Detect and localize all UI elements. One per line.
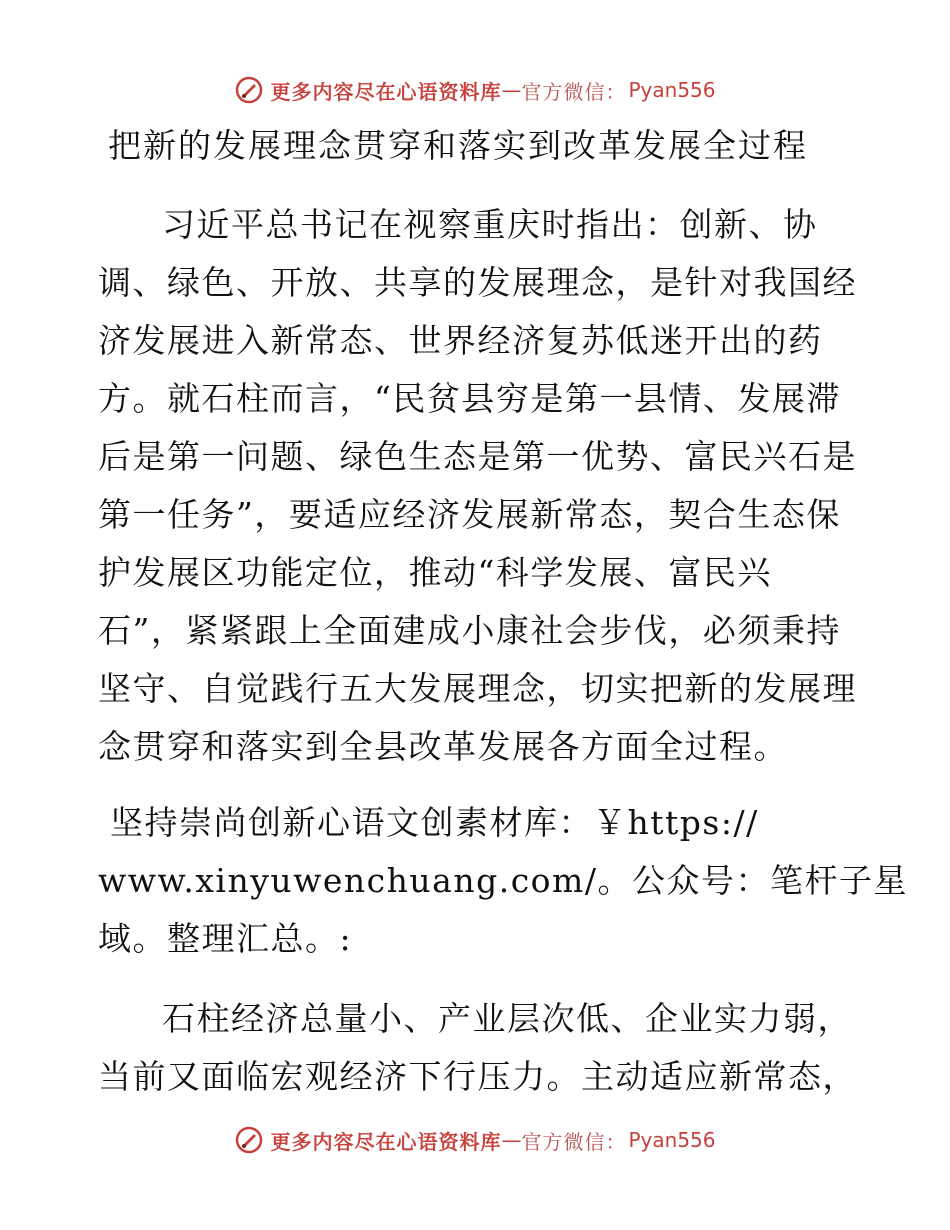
paragraph-line: 坚持崇尚创新心语文创素材库：￥https:// [110, 803, 759, 842]
banner-separator: — [501, 1128, 522, 1152]
paragraph-line: 方。就石柱而言，“民贫县穷是第一县情、发展滞 [98, 379, 841, 418]
banner-wechat-label: 官方微信： [521, 1129, 627, 1154]
paragraph-line: 习近平总书记在视察重庆时指出：创新、协 [162, 205, 818, 244]
paragraph-1 [98, 196, 858, 776]
paragraph-line: www.xinyuwenchuang.com/。公众号：笔杆子星 [98, 861, 908, 900]
paragraph-line: 当前又面临宏观经济下行压力。主动适应新常态， [98, 1057, 857, 1096]
document-title: 把新的发展理念贯穿和落实到改革发展全过程 [108, 126, 808, 165]
paragraph-line: 第一任务”，要适应经济发展新常态，契合生态保 [98, 495, 841, 534]
paragraph-line: 石柱经济总量小、产业层次低、企业实力弱， [162, 999, 852, 1038]
paragraph-line: 坚守、自觉践行五大发展理念，切实把新的发展理 [98, 669, 857, 708]
brand-logo-icon [234, 75, 264, 105]
paragraph-line: 域。整理汇总。: [98, 919, 353, 958]
paragraph-2 [98, 794, 908, 968]
banner-wechat-id: Pyan556 [628, 78, 716, 102]
banner-main-text: 更多内容尽在心语资料库 [270, 1129, 502, 1154]
paragraph-line: 念贯穿和落实到全县改革发展各方面全过程。 [98, 727, 788, 766]
banner-wechat-label: 官方微信： [521, 79, 627, 104]
banner-separator: — [501, 78, 522, 102]
banner-wechat-id: Pyan556 [628, 1128, 716, 1152]
brand-logo-icon [234, 1125, 264, 1155]
paragraph-line: 石”，紧紧跟上全面建成小康社会步伐，必须秉持 [98, 611, 841, 650]
paragraph-line: 护发展区功能定位，推动“科学发展、富民兴 [98, 553, 772, 592]
footer-watermark-banner [0, 1120, 950, 1160]
paragraph-line: 调、绿色、开放、共享的发展理念，是针对我国经 [98, 263, 857, 302]
banner-main-text: 更多内容尽在心语资料库 [270, 79, 502, 104]
paragraph-line: 济发展进入新常态、世界经济复苏低迷开出的药 [98, 321, 823, 360]
paragraph-line: 后是第一问题、绿色生态是第一优势、富民兴石是 [98, 437, 857, 476]
header-watermark-banner [0, 70, 950, 110]
paragraph-3 [98, 990, 858, 1106]
